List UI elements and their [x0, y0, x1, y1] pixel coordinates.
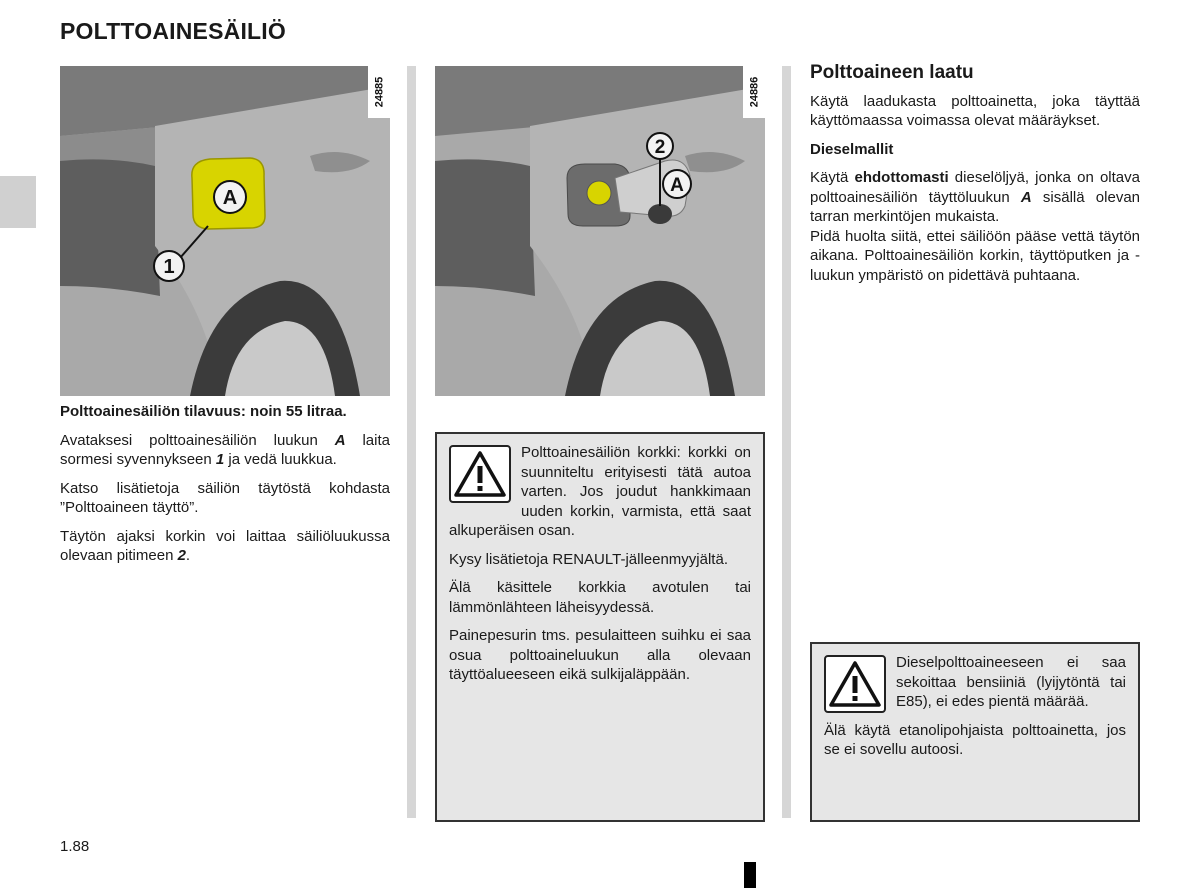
page-edge-marker: [744, 862, 756, 888]
page-number: 1.88: [60, 838, 90, 855]
fuel-flap-open-illustration: [435, 66, 765, 396]
fuel-cap-warning-panel: [435, 432, 765, 822]
warning-text: Älä käytä etanolipohjaista polttoainetta, jos se ei sovellu autoosi.: [824, 721, 1126, 758]
fuel-quality-text: Käytä laadukasta polttoainetta, joka täyttää käyttömaassa voimassa olevat määräykset.: [810, 92, 1140, 129]
callout-2: 2: [654, 137, 666, 158]
cap-holder-note: Täytön ajaksi korkin voi laittaa säiliöluukussa olevaan pitimeen 2.: [60, 527, 390, 564]
left-text-column: [60, 402, 390, 575]
illustration-code: 24886: [743, 66, 765, 118]
callout-1: 1: [163, 256, 175, 278]
section-heading: Polttoaineen laatu: [810, 62, 974, 83]
warning-triangle-icon: [449, 445, 511, 503]
diesel-instructions: Käytä ehdottomasti dieselöljyä, jonka on oltava polttoainesäiliön täyttöluukun A sisällä olevan tarran merkintöjen mukaista.: [810, 169, 1140, 225]
illustration-code: 24885: [368, 66, 390, 118]
callout-a: A: [222, 187, 238, 209]
diesel-warning-panel: [810, 642, 1140, 822]
warning-text: Polttoainesäiliön korkki: korkki on suunniteltu erityisesti tätä autoa varten. Jos joudut hankkimaan uuden korkin, varmista, että saat alkuperäisen osan.: [449, 444, 751, 539]
column-divider-left: [407, 66, 416, 818]
warning-text: Painepesurin tms. pesulaitteen suihku ei saa osua polttoaineluukun alla olevaan täyttöalueeseen eikä sulkijaläppään.: [449, 627, 751, 683]
callout-a-open: A: [670, 175, 684, 196]
right-text-column: [810, 63, 1140, 294]
tank-capacity: Polttoainesäiliön tilavuus: noin 55 litraa.: [60, 403, 347, 420]
refuel-reference: Katso lisätietoja säiliön täytöstä kohdasta ”Polttoaineen täyttö”.: [60, 479, 390, 516]
warning-triangle-icon: [824, 655, 886, 713]
cleanliness-text: Pidä huolta siitä, ettei säiliöön pääse vettä täytön aikana. Polttoainesäiliön korkin, täyttöputken ja -luukun ympäristö on pidettävä puhtaana.: [810, 227, 1140, 284]
column-divider-right: [782, 66, 791, 818]
section-tab: [0, 176, 36, 228]
warning-text: Älä käsittele korkkia avotulen tai lämmönlähteen läheisyydessä.: [449, 579, 751, 616]
diesel-subheading: Dieselmallit: [810, 140, 894, 158]
opening-instructions: Avataksesi polttoainesäiliön luukun A laita sormesi syvennykseen 1 ja vedä luukkua.: [60, 431, 390, 468]
page-title: POLTTOAINESÄILIÖ: [60, 18, 286, 44]
fuel-flap-closed-illustration: [60, 66, 390, 396]
warning-text: Kysy lisätietoja RENAULT-jälleenmyyjältä.: [449, 550, 728, 568]
warning-text: Dieselpolttoaineeseen ei saa sekoittaa bensiiniä (lyijytöntä tai E85), ei edes pientä määrää.: [896, 654, 1126, 710]
